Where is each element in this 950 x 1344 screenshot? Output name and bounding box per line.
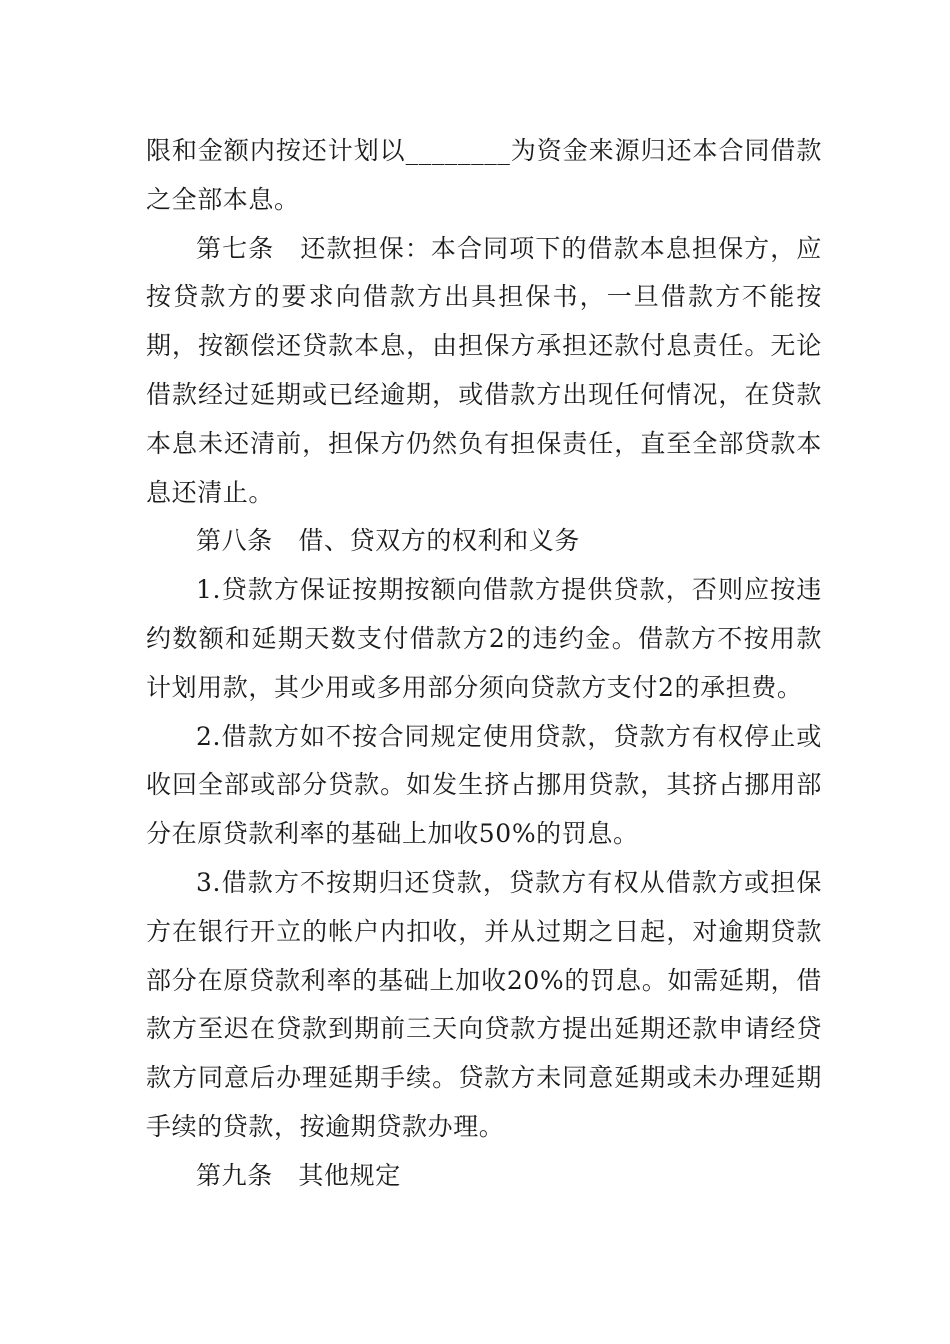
paragraph-article-8-item-3: 3.借款方不按期归还贷款，贷款方有权从借款方或担保方在银行开立的帐户内扣收，并从过期之日起，对逾期贷款部分在原贷款利率的基础上加收20%的罚息。如需延期，借款方至迟在贷款到期前三天向贷款方提出延期还款申请经贷款方同意后办理延期手续。贷款方未同意延期或未办理延期手续的贷款，按逾期贷款办理。 — [146, 867, 822, 1141]
paragraph-article-7: 第七条 还款担保：本合同项下的借款本息担保方，应按贷款方的要求向借款方出具担保书，一旦借款方不能按期，按额偿还贷款本息，由担保方承担还款付息责任。无论借款经过延期或已经逾期，或借款方出现任何情况，在贷款本息未还清前，担保方仍然负有担保责任，直至全部贷款本息还清止。 — [146, 233, 822, 507]
heading-article-9: 第九条 其他规定 — [196, 1160, 401, 1190]
paragraph-continuation: 限和金额内按还计划以________为资金来源归还本合同借款之全部本息。 — [146, 136, 822, 214]
paragraph-article-8-item-2: 2.借款方如不按合同规定使用贷款，贷款方有权停止或收回全部或部分贷款。如发生挤占挪用贷款，其挤占挪用部分在原贷款利率的基础上加收50%的罚息。 — [146, 721, 822, 849]
paragraph-article-8-item-1: 1.贷款方保证按期按额向借款方提供贷款，否则应按违约数额和延期天数支付借款方2的违约金。借款方不按用款计划用款，其少用或多用部分须向贷款方支付2的承担费。 — [146, 575, 822, 702]
heading-article-8: 第八条 借、贷双方的权利和义务 — [196, 526, 581, 556]
document-body — [146, 127, 822, 1201]
